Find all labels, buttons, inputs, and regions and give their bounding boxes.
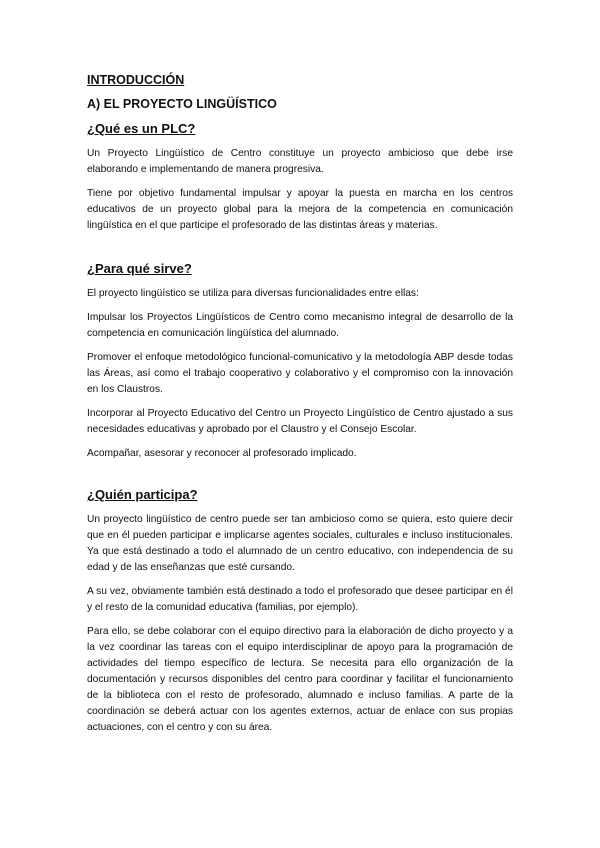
paragraph: Impulsar los Proyectos Lingüísticos de Centro como mecanismo integral de desarrollo de la competencia en comunicación lingüística del alumnado. <box>87 312 513 339</box>
document-subtitle: A) EL PROYECTO LINGÜÍSTICO <box>87 97 277 111</box>
paragraph: Un Proyecto Lingüístico de Centro constituye un proyecto ambicioso que debe irse elaborando e implementando de manera progresiva. <box>87 148 513 175</box>
paragraph: A su vez, obviamente también está destinado a todo el profesorado que desee participar en él y el resto de la comunidad educativa (familias, por ejemplo). <box>87 586 513 613</box>
paragraph: Acompañar, asesorar y reconocer al profesorado implicado. <box>87 448 357 459</box>
section-para-que-sirve <box>87 260 513 462</box>
paragraph: Un proyecto lingüístico de centro puede ser tan ambicioso como se quiera, esto quiere decir que en él pueden participar e implicarse agentes sociales, culturales e incluso institucionales. Ya que está destinado a todo el alumnado de un centro educativo, con independencia de su edad y de las enseñanzas que esté cursando. <box>87 514 513 573</box>
section-quien-participa <box>87 486 513 736</box>
section-heading: ¿Qué es un PLC? <box>87 121 196 136</box>
paragraph: Tiene por objetivo fundamental impulsar y apoyar la puesta en marcha en los centros educativos de un proyecto global para la mejora de la competencia en comunicación lingüística en el que participe el profesorado de las distintas áreas y materias. <box>87 188 513 231</box>
paragraph: El proyecto lingüístico se utiliza para diversas funcionalidades entre ellas: <box>87 288 419 299</box>
section-que-es <box>87 120 513 234</box>
section-heading: ¿Para qué sirve? <box>87 261 192 276</box>
paragraph: Para ello, se debe colaborar con el equipo directivo para la elaboración de dicho proyecto y a la vez coordinar las tareas con el equipo interdisciplinar de apoyo para la programación de actividades del tiempo específico de lectura. Se necesita para ello organización de la documentación y recursos disponibles del centro para coordinar y facilitar el funcionamiento de la biblioteca con el resto de profesorado, alumnado e incluso familias. A parte de la coordinación se deberá actuar con los agentes externos, actuar de enlace con sus propias actuaciones, con el centro y con su área. <box>87 626 513 733</box>
document-title: INTRODUCCIÓN <box>87 73 185 87</box>
paragraph: Promover el enfoque metodológico funcional-comunicativo y la metodología ABP desde todas las Áreas, así como el trabajo cooperativo y colaborativo y el compromiso con la innovación en los Claustros. <box>87 352 513 395</box>
paragraph: Incorporar al Proyecto Educativo del Centro un Proyecto Lingüístico de Centro ajustado a sus necesidades educativas y aprobado por el Claustro y el Consejo Escolar. <box>87 408 513 435</box>
document-page <box>87 72 513 744</box>
section-heading: ¿Quién participa? <box>87 487 198 502</box>
